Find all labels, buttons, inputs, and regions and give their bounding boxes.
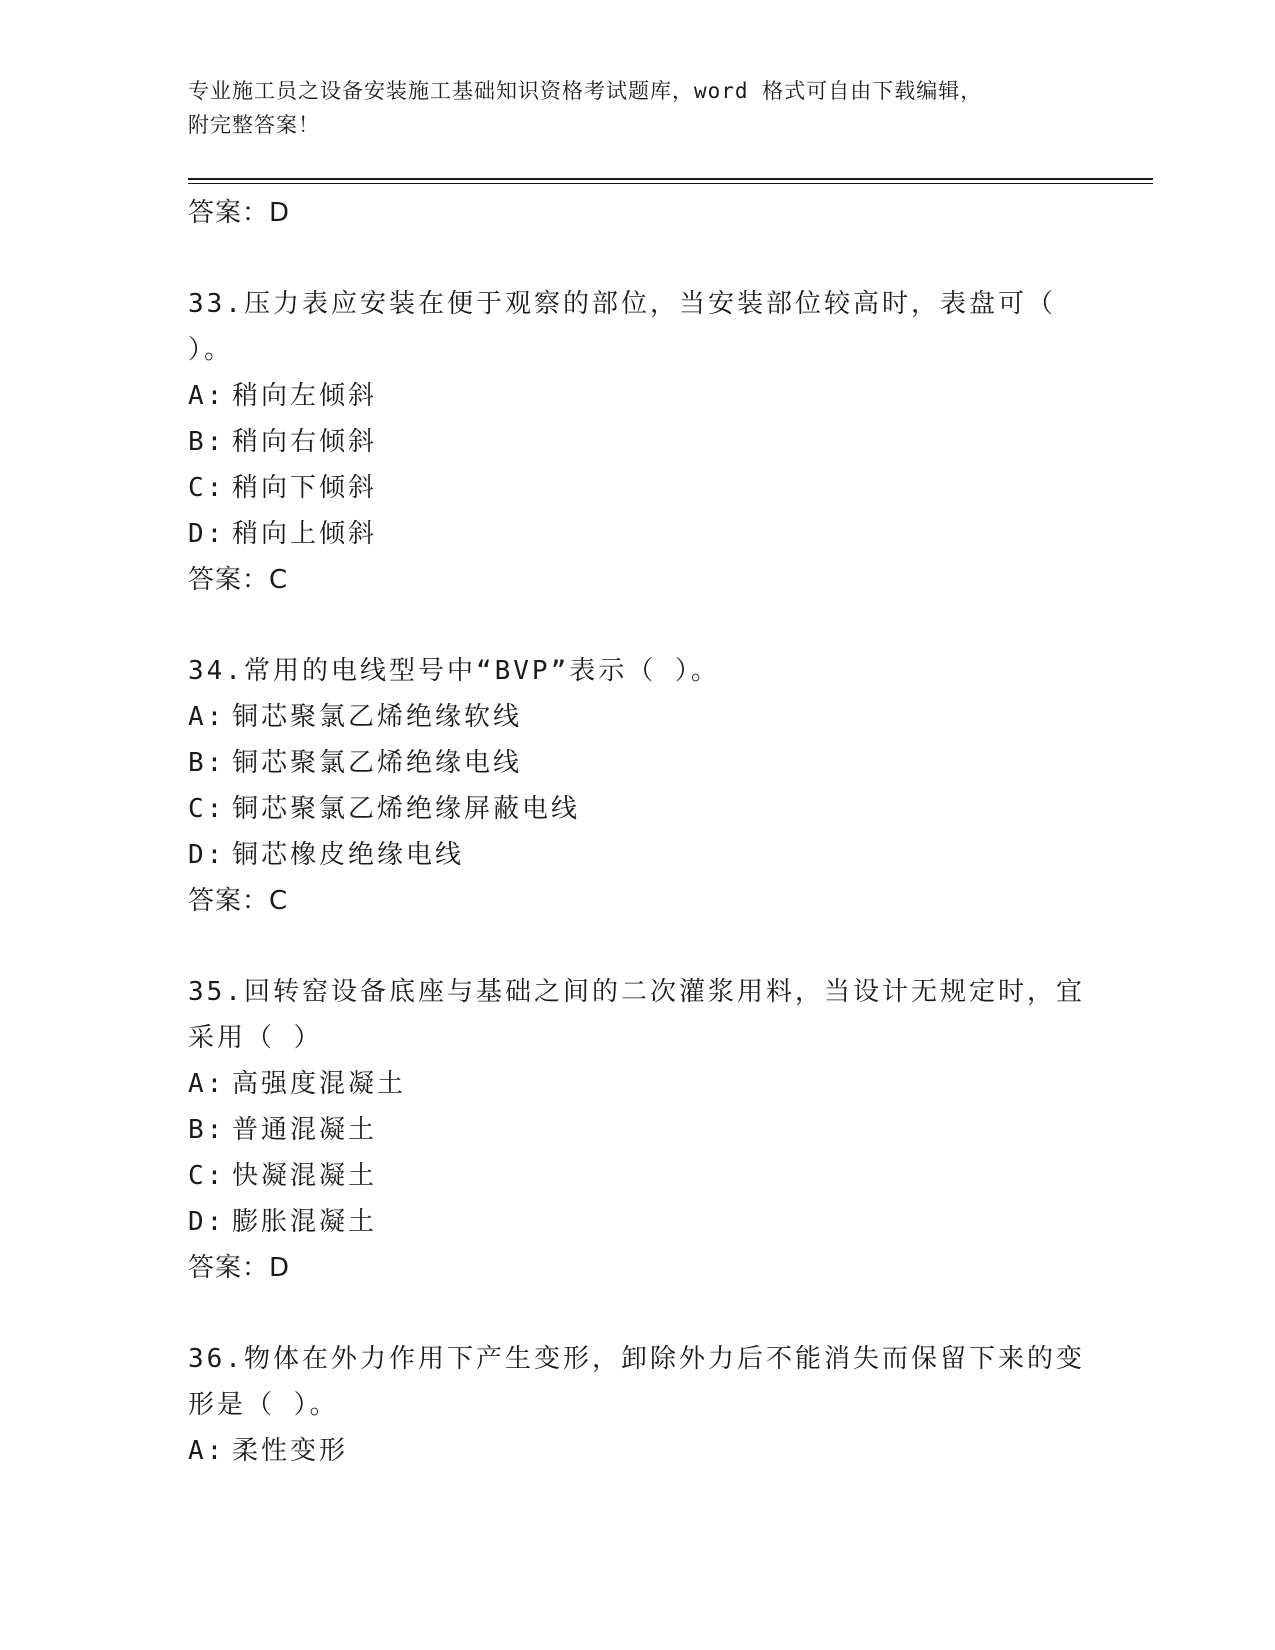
question-stem-line: 36.物体在外力作用下产生变形，卸除外力后不能消失而保留下来的变	[188, 1344, 1085, 1374]
option-letter: A:	[188, 1069, 226, 1099]
question-block	[188, 648, 1088, 924]
option-text: 稍向左倾斜	[232, 381, 378, 411]
option-letter: A:	[188, 1436, 226, 1466]
option-letter: A:	[188, 702, 226, 732]
option-b	[188, 1107, 1088, 1153]
answer-line: 答案：C	[188, 565, 289, 595]
option-letter: D:	[188, 1207, 226, 1237]
option-letter: C:	[188, 1161, 226, 1191]
option-text: 快凝混凝土	[232, 1161, 378, 1191]
option-text: 铜芯聚氯乙烯绝缘电线	[232, 748, 523, 778]
header-divider-thin	[188, 183, 1153, 184]
document-header	[188, 74, 1068, 142]
option-text: 铜芯聚氯乙烯绝缘软线	[232, 702, 523, 732]
option-letter: C:	[188, 794, 226, 824]
answer-line: 答案：C	[188, 886, 289, 916]
option-a	[188, 373, 1088, 419]
question-block	[188, 969, 1088, 1291]
option-text: 普通混凝土	[232, 1115, 378, 1145]
option-c	[188, 465, 1088, 511]
header-divider-thick	[188, 178, 1153, 180]
option-text: 铜芯聚氯乙烯绝缘屏蔽电线	[232, 794, 581, 824]
question-stem-line: 34.常用的电线型号中“BVP”表示（ ）。	[188, 656, 720, 686]
question-stem-line: 33.压力表应安装在便于观察的部位，当安装部位较高时，表盘可（	[188, 289, 1056, 319]
question-stem-line: 35.回转窑设备底座与基础之间的二次灌浆用料，当设计无规定时，宜	[188, 977, 1085, 1007]
option-text: 稍向右倾斜	[232, 427, 378, 457]
option-text: 高强度混凝土	[232, 1069, 407, 1099]
answer-line: 答案：D	[188, 198, 291, 228]
option-b	[188, 419, 1088, 465]
spacer	[188, 236, 1088, 281]
option-letter: A:	[188, 381, 226, 411]
header-line-2: 附完整答案！	[188, 113, 320, 137]
option-a	[188, 1061, 1088, 1107]
option-b	[188, 740, 1088, 786]
option-text: 柔性变形	[232, 1436, 349, 1466]
question-stem-line: ）。	[188, 335, 234, 365]
option-letter: D:	[188, 519, 226, 549]
option-a	[188, 1428, 1088, 1474]
header-line-1: 专业施工员之设备安装施工基础知识资格考试题库，word 格式可自由下载编辑，	[188, 79, 983, 103]
option-letter: B:	[188, 748, 226, 778]
question-list	[188, 190, 1088, 1474]
spacer	[188, 603, 1088, 648]
option-c	[188, 1153, 1088, 1199]
option-letter: B:	[188, 427, 226, 457]
option-text: 稍向下倾斜	[232, 473, 378, 503]
question-block	[188, 1336, 1088, 1474]
option-letter: D:	[188, 840, 226, 870]
option-letter: B:	[188, 1115, 226, 1145]
option-text: 稍向上倾斜	[232, 519, 378, 549]
answer-line: 答案：D	[188, 1253, 291, 1283]
question-stem-line: 形是（ ）。	[188, 1390, 339, 1420]
option-text: 铜芯橡皮绝缘电线	[232, 840, 465, 870]
option-c	[188, 786, 1088, 832]
option-letter: C:	[188, 473, 226, 503]
spacer	[188, 1291, 1088, 1336]
option-d	[188, 832, 1088, 878]
option-d	[188, 1199, 1088, 1245]
option-a	[188, 694, 1088, 740]
option-text: 膨胀混凝土	[232, 1207, 378, 1237]
option-d	[188, 511, 1088, 557]
question-block	[188, 281, 1088, 603]
spacer	[188, 924, 1088, 969]
question-stem-line: 采用（ ）	[188, 1023, 323, 1053]
